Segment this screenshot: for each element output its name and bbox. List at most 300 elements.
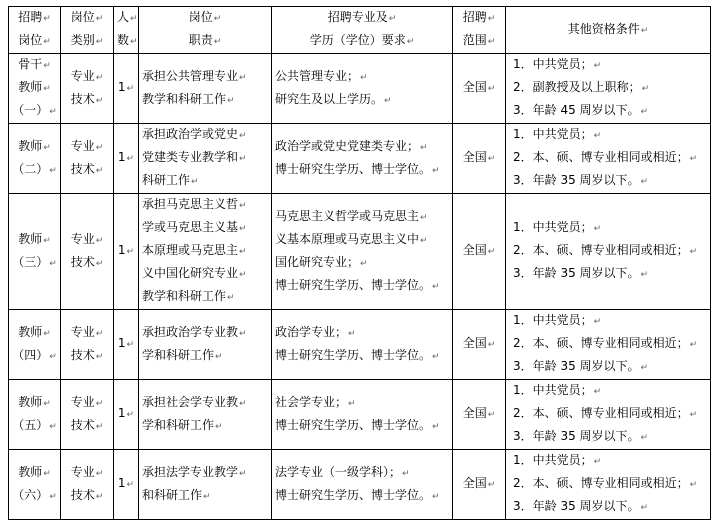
paragraph-mark: ↵ (593, 61, 602, 71)
cell-line (142, 89, 268, 112)
cell-text: 范围 (462, 33, 487, 47)
cell-text: 义中国化研究专业 (142, 266, 239, 280)
cell-line (456, 7, 502, 30)
paragraph-mark: ↵ (43, 142, 51, 153)
cell-line (275, 206, 449, 229)
cell-text: 人 (117, 10, 130, 24)
cell-line (142, 322, 268, 345)
cell-line (142, 124, 268, 147)
paragraph-mark: ↵ (640, 107, 649, 117)
conditions-cell (506, 194, 711, 310)
cell-line (64, 322, 110, 345)
cell-line (275, 345, 449, 368)
cell-line (142, 217, 268, 240)
conditions-cell (506, 450, 711, 520)
paragraph-mark: ↵ (203, 491, 211, 502)
cell-line (12, 415, 57, 438)
cell-line (509, 217, 707, 240)
paragraph-mark: ↵ (49, 165, 57, 176)
cell-text: 博士研究生学历、博士学位。 (275, 347, 432, 362)
cell-line (117, 30, 138, 53)
paragraph-mark: ↵ (689, 154, 698, 164)
paragraph-mark: ↵ (487, 154, 496, 164)
cell-line (275, 7, 449, 30)
paragraph-mark: ↵ (593, 457, 602, 467)
cell-line (142, 345, 268, 368)
paragraph-mark: ↵ (487, 480, 496, 490)
cell-text: 1．中共党员； (513, 127, 593, 141)
cell-line (509, 54, 707, 77)
header-conditions (506, 7, 711, 54)
cell-line (64, 229, 110, 252)
cell-line (509, 240, 707, 263)
cell-text: 承担政治学专业教 (142, 324, 239, 339)
paragraph-mark: ↵ (239, 247, 247, 257)
paragraph-mark: ↵ (95, 328, 104, 339)
cell-text: 社会学专业； (275, 394, 348, 409)
paragraph-mark: ↵ (689, 480, 698, 490)
conditions-cell (506, 380, 711, 450)
category-cell (61, 380, 114, 450)
cell-line (142, 147, 268, 170)
cell-text: 教师 (18, 324, 43, 339)
recruitment-table (8, 6, 711, 520)
paragraph-mark: ↵ (95, 491, 104, 502)
cell-line (509, 77, 707, 100)
cell-text: 3．年龄 35 周岁以下。 (513, 266, 640, 280)
cell-line (142, 194, 268, 217)
cell-text: 专业 (70, 324, 95, 339)
paragraph-mark: ↵ (360, 72, 368, 83)
major-cell (272, 194, 453, 310)
table-row (9, 124, 711, 194)
paragraph-mark: ↵ (239, 72, 247, 83)
scope-cell (453, 380, 506, 450)
cell-text: 学和科研工作 (142, 347, 215, 362)
count-cell (114, 450, 139, 520)
cell-line (275, 229, 449, 252)
paragraph-mark: ↵ (640, 503, 649, 513)
header-scope (453, 7, 506, 54)
post-cell (9, 450, 61, 520)
paragraph-mark: ↵ (227, 293, 235, 303)
paragraph-mark: ↵ (640, 270, 649, 280)
cell-text: 科研工作 (142, 173, 191, 187)
table-row (9, 450, 711, 520)
cell-text: 岗位 (18, 33, 43, 47)
cell-text: 2．本、硕、博专业相同或相近； (513, 476, 689, 490)
paragraph-mark: ↵ (43, 235, 51, 246)
cell-line (142, 392, 268, 415)
scope-cell (453, 194, 506, 310)
cell-text: 2．本、硕、博专业相同或相近； (513, 406, 689, 420)
cell-line (12, 100, 57, 123)
paragraph-mark: ↵ (239, 154, 247, 164)
paragraph-mark: ↵ (487, 247, 496, 257)
cell-line (509, 450, 707, 473)
category-cell (61, 124, 114, 194)
paragraph-mark: ↵ (487, 14, 496, 24)
paragraph-mark: ↵ (95, 351, 104, 362)
paragraph-mark: ↵ (239, 224, 247, 234)
paragraph-mark: ↵ (239, 131, 247, 141)
cell-text: （一） (12, 103, 49, 117)
cell-text: 3．年龄 35 周岁以下。 (513, 359, 640, 373)
paragraph-mark: ↵ (95, 37, 104, 47)
cell-text: 1 (117, 336, 126, 350)
paragraph-mark: ↵ (402, 468, 410, 479)
cell-line (64, 66, 110, 89)
paragraph-mark: ↵ (593, 224, 602, 234)
scope-cell (453, 310, 506, 380)
paragraph-mark: ↵ (593, 131, 602, 141)
paragraph-mark: ↵ (130, 14, 138, 24)
cell-line (509, 147, 707, 170)
paragraph-mark: ↵ (126, 247, 135, 257)
paragraph-mark: ↵ (49, 351, 57, 362)
table-body (9, 54, 711, 520)
count-cell (114, 124, 139, 194)
paragraph-mark: ↵ (43, 84, 51, 94)
paragraph-mark: ↵ (384, 95, 392, 106)
cell-text: 1 (117, 476, 126, 490)
cell-text: 博士研究生学历、博士学位。 (275, 277, 432, 292)
cell-text: 职责 (188, 33, 213, 47)
cell-text: 本原理或马克思主 (142, 243, 239, 257)
paragraph-mark: ↵ (95, 72, 104, 83)
cell-line (275, 392, 449, 415)
paragraph-mark: ↵ (640, 177, 649, 187)
count-cell (114, 194, 139, 310)
paragraph-mark: ↵ (95, 468, 104, 479)
cell-text: 1 (117, 406, 126, 420)
major-cell (272, 54, 453, 124)
cell-text: 全国 (462, 476, 487, 490)
cell-line (142, 286, 268, 309)
cell-line (64, 7, 110, 30)
cell-text: 3．年龄 35 周岁以下。 (513, 173, 640, 187)
cell-line (509, 170, 707, 193)
cell-line (12, 462, 57, 485)
cell-text: 1．中共党员； (513, 383, 593, 397)
header-duties (139, 7, 272, 54)
scope-cell (453, 450, 506, 520)
cell-text: 教师 (18, 231, 43, 246)
count-cell (114, 380, 139, 450)
cell-text: 招聘 (18, 10, 43, 24)
cell-line (142, 462, 268, 485)
cell-line (509, 19, 707, 42)
cell-text: 类别 (70, 33, 95, 47)
cell-text: 全国 (462, 336, 487, 350)
category-cell (61, 194, 114, 310)
cell-line (12, 77, 57, 100)
header-row (9, 7, 711, 54)
cell-text: 党建类专业教学和 (142, 150, 239, 164)
post-cell (9, 310, 61, 380)
paragraph-mark: ↵ (239, 201, 247, 211)
cell-line (509, 380, 707, 403)
post-cell (9, 194, 61, 310)
paragraph-mark: ↵ (95, 235, 104, 246)
header-count (114, 7, 139, 54)
paragraph-mark: ↵ (126, 154, 135, 164)
cell-text: 技术 (70, 487, 95, 502)
paragraph-mark: ↵ (49, 107, 57, 117)
cell-line (117, 240, 135, 263)
paragraph-mark: ↵ (215, 421, 223, 432)
cell-line (456, 333, 502, 356)
duties-cell (139, 380, 272, 450)
cell-text: 承担马克思主义哲 (142, 197, 239, 211)
cell-text: 岗位 (188, 10, 213, 24)
cell-line (275, 322, 449, 345)
cell-line (12, 229, 57, 252)
cell-line (117, 403, 135, 426)
paragraph-mark: ↵ (360, 258, 368, 269)
cell-text: 专业 (70, 231, 95, 246)
cell-text: 教学和科研工作 (142, 289, 227, 303)
cell-text: 法学专业（一级学科）； (275, 464, 402, 479)
conditions-cell (506, 54, 711, 124)
cell-text: 1 (117, 150, 126, 164)
cell-text: 教师 (18, 464, 43, 479)
table-row (9, 380, 711, 450)
paragraph-mark: ↵ (348, 398, 356, 409)
cell-text: 教师 (18, 80, 43, 94)
cell-line (456, 147, 502, 170)
cell-text: 招聘专业及 (327, 10, 388, 24)
cell-line (142, 485, 268, 508)
scope-cell (453, 54, 506, 124)
cell-text: 研究生及以上学历。 (275, 91, 384, 106)
cell-line (142, 7, 268, 30)
cell-line (142, 66, 268, 89)
paragraph-mark: ↵ (487, 84, 496, 94)
cell-text: 2．本、硕、博专业相同或相近； (513, 336, 689, 350)
cell-text: 1 (117, 80, 126, 94)
cell-line (509, 263, 707, 286)
cell-text: 教师 (18, 138, 43, 153)
cell-line (142, 263, 268, 286)
paragraph-mark: ↵ (95, 421, 104, 432)
cell-line (275, 30, 449, 53)
cell-text: 专业 (70, 464, 95, 479)
cell-text: 2．副教授及以上职称； (513, 80, 641, 94)
paragraph-mark: ↵ (420, 235, 428, 246)
cell-line (509, 473, 707, 496)
cell-line (64, 159, 110, 182)
paragraph-mark: ↵ (126, 84, 135, 94)
cell-line (117, 77, 135, 100)
post-cell (9, 54, 61, 124)
paragraph-mark: ↵ (215, 351, 223, 362)
post-cell (9, 124, 61, 194)
paragraph-mark: ↵ (640, 25, 649, 36)
paragraph-mark: ↵ (388, 14, 397, 24)
count-cell (114, 54, 139, 124)
paragraph-mark: ↵ (406, 37, 415, 47)
cell-line (64, 345, 110, 368)
cell-text: 岗位 (70, 10, 95, 24)
cell-text: 公共管理专业； (275, 68, 360, 83)
paragraph-mark: ↵ (239, 270, 247, 280)
conditions-cell (506, 310, 711, 380)
paragraph-mark: ↵ (420, 212, 428, 223)
table-row (9, 310, 711, 380)
cell-text: 承担政治学或党史 (142, 127, 239, 141)
paragraph-mark: ↵ (213, 37, 222, 47)
cell-text: 1．中共党员； (513, 220, 593, 234)
cell-text: 1．中共党员； (513, 57, 593, 71)
paragraph-mark: ↵ (126, 340, 135, 350)
header-post (9, 7, 61, 54)
cell-line (64, 252, 110, 275)
cell-line (12, 252, 57, 275)
paragraph-mark: ↵ (49, 258, 57, 269)
cell-text: 和科研工作 (142, 487, 203, 502)
paragraph-mark: ↵ (689, 247, 698, 257)
cell-line (64, 30, 110, 53)
cell-text: 技术 (70, 161, 95, 176)
major-cell (272, 380, 453, 450)
cell-line (275, 136, 449, 159)
cell-text: 1．中共党员； (513, 313, 593, 327)
cell-text: 国化研究专业； (275, 254, 360, 269)
paragraph-mark: ↵ (49, 421, 57, 432)
cell-line (275, 462, 449, 485)
paragraph-mark: ↵ (130, 37, 138, 47)
paragraph-mark: ↵ (227, 95, 235, 106)
cell-text: 3．年龄 45 周岁以下。 (513, 103, 640, 117)
cell-line (275, 89, 449, 112)
cell-text: （六） (12, 487, 49, 502)
paragraph-mark: ↵ (239, 398, 247, 409)
cell-line (142, 30, 268, 53)
cell-text: 承担公共管理专业 (142, 68, 239, 83)
cell-text: 技术 (70, 91, 95, 106)
cell-text: 专业 (70, 138, 95, 153)
cell-line (456, 240, 502, 263)
cell-text: （三） (12, 254, 49, 269)
cell-text: 骨干 (18, 57, 43, 71)
paragraph-mark: ↵ (43, 328, 51, 339)
paragraph-mark: ↵ (95, 165, 104, 176)
duties-cell (139, 124, 272, 194)
cell-line (64, 462, 110, 485)
cell-text: 技术 (70, 347, 95, 362)
table-row (9, 54, 711, 124)
cell-line (275, 159, 449, 182)
paragraph-mark: ↵ (95, 14, 104, 24)
cell-text: 3．年龄 35 周岁以下。 (513, 429, 640, 443)
header-category (61, 7, 114, 54)
major-cell (272, 310, 453, 380)
cell-line (142, 240, 268, 263)
cell-line (509, 426, 707, 449)
paragraph-mark: ↵ (126, 410, 135, 420)
paragraph-mark: ↵ (593, 387, 602, 397)
cell-text: 政治学专业； (275, 324, 348, 339)
cell-text: 数 (117, 33, 130, 47)
cell-text: 博士研究生学历、博士学位。 (275, 161, 432, 176)
cell-line (12, 7, 57, 30)
cell-text: 专业 (70, 68, 95, 83)
cell-line (456, 403, 502, 426)
cell-line (12, 485, 57, 508)
major-cell (272, 124, 453, 194)
cell-text: 专业 (70, 394, 95, 409)
paragraph-mark: ↵ (640, 363, 649, 373)
cell-line (64, 415, 110, 438)
paragraph-mark: ↵ (43, 14, 51, 24)
paragraph-mark: ↵ (487, 37, 496, 47)
cell-text: 全国 (462, 150, 487, 164)
cell-text: 学或马克思主义基 (142, 220, 239, 234)
cell-text: 技术 (70, 254, 95, 269)
paragraph-mark: ↵ (95, 142, 104, 153)
paragraph-mark: ↵ (487, 410, 496, 420)
paragraph-mark: ↵ (348, 328, 356, 339)
paragraph-mark: ↵ (49, 491, 57, 502)
cell-text: 3．年龄 35 周岁以下。 (513, 499, 640, 513)
category-cell (61, 450, 114, 520)
cell-line (275, 66, 449, 89)
cell-line (117, 7, 138, 30)
cell-line (509, 333, 707, 356)
cell-line (64, 89, 110, 112)
cell-text: 全国 (462, 406, 487, 420)
cell-text: （五） (12, 417, 49, 432)
cell-text: 2．本、硕、博专业相同或相近； (513, 150, 689, 164)
category-cell (61, 54, 114, 124)
cell-line (12, 322, 57, 345)
header-major (272, 7, 453, 54)
cell-line (456, 473, 502, 496)
cell-text: 马克思主义哲学或马克思主 (275, 208, 420, 223)
cell-text: 承担法学专业教学 (142, 464, 239, 479)
paragraph-mark: ↵ (432, 281, 440, 292)
cell-line (275, 252, 449, 275)
cell-line (12, 345, 57, 368)
paragraph-mark: ↵ (239, 328, 247, 339)
cell-line (456, 30, 502, 53)
paragraph-mark: ↵ (420, 142, 428, 153)
cell-text: 1 (117, 243, 126, 257)
count-cell (114, 310, 139, 380)
paragraph-mark: ↵ (43, 61, 51, 71)
cell-text: （二） (12, 161, 49, 176)
major-cell (272, 450, 453, 520)
cell-text: 教师 (18, 394, 43, 409)
paragraph-mark: ↵ (432, 351, 440, 362)
paragraph-mark: ↵ (126, 480, 135, 490)
cell-line (275, 485, 449, 508)
cell-line (275, 415, 449, 438)
cell-line (142, 170, 268, 193)
cell-line (509, 356, 707, 379)
duties-cell (139, 450, 272, 520)
paragraph-mark: ↵ (43, 37, 51, 47)
cell-line (12, 30, 57, 53)
paragraph-mark: ↵ (641, 84, 650, 94)
cell-line (509, 496, 707, 519)
cell-text: 承担社会学专业教 (142, 394, 239, 409)
cell-line (12, 159, 57, 182)
paragraph-mark: ↵ (43, 398, 51, 409)
paragraph-mark: ↵ (487, 340, 496, 350)
paragraph-mark: ↵ (95, 258, 104, 269)
